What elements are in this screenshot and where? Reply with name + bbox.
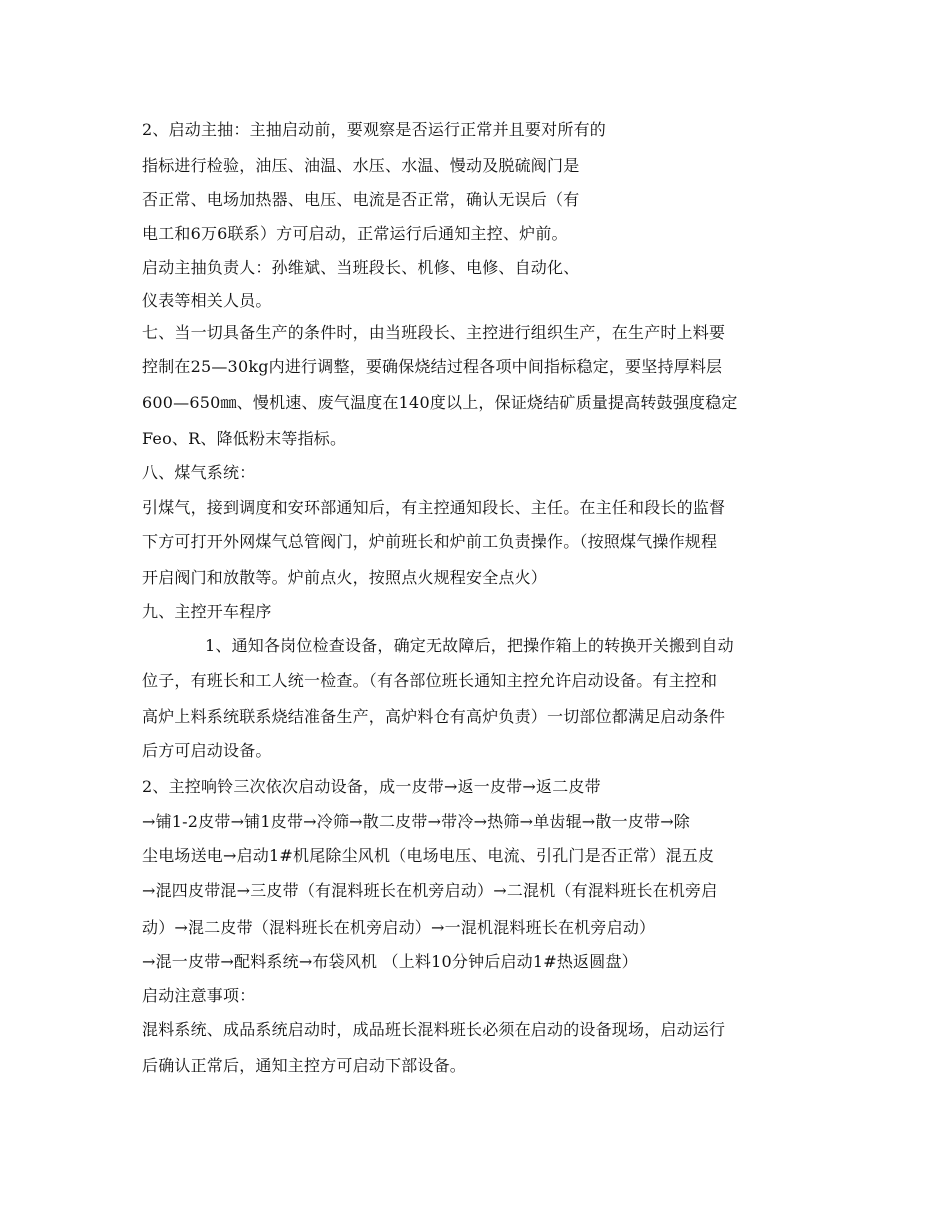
text-line: →混一皮带→配料系统→布袋风机 （上料10分钟后启动1#热返圆盘）	[142, 952, 638, 971]
text-line: 后方可启动设备。	[142, 741, 272, 760]
text-line: 指标进行检验，油压、油温、水压、水温、慢动及脱硫阀门是	[142, 156, 580, 175]
text-line: 位子，有班长和工人统一检查。（有各部位班长通知主控允许启动设备。有主控和	[142, 671, 718, 690]
text-line: 动）→混二皮带（混料班长在机旁启动）→一混机混料班长在机旁启动）	[142, 918, 656, 937]
text-line: 仪表等相关人员。	[142, 291, 272, 310]
text-line: 尘电场送电→启动1#机尾除尘风机（电场电压、电流、引孔门是否正常）混五皮	[142, 846, 715, 865]
text-line: →铺1-2皮带→铺1皮带→冷筛→散二皮带→带冷→热筛→单齿辊→散一皮带→除	[142, 812, 691, 831]
text-line: 电工和6万6联系）方可启动，正常运行后通知主控、炉前。	[142, 224, 568, 243]
text-line: 600—650㎜、慢机速、废气温度在140度以上，保证烧结矿质量提高转鼓强度稳定	[142, 393, 738, 412]
text-line: 1、通知各岗位检查设备，确定无故障后，把操作箱上的转换开关搬到自动	[205, 636, 734, 655]
text-line: Feo、R、降低粉末等指标。	[142, 429, 347, 448]
text-line: →混四皮带混→三皮带（有混料班长在机旁启动）→二混机（有混料班长在机旁启	[142, 881, 718, 900]
text-line: 2、主控响铃三次依次启动设备，成一皮带→返一皮带→返二皮带	[142, 777, 601, 796]
text-line: 下方可打开外网煤气总管阀门，炉前班长和炉前工负责操作。（按照煤气操作规程	[142, 532, 718, 551]
section-heading: 七、当一切具备生产的条件时，由当班段长、主控进行组织生产，在生产时上料要	[142, 323, 726, 342]
text-line: 启动主抽负责人：孙维斌、当班段长、机修、电修、自动化、	[142, 258, 580, 277]
text-line: 开启阀门和放散等。炉前点火，按照点火规程安全点火）	[142, 568, 548, 587]
text-line: 混料系统、成品系统启动时，成品班长混料班长必须在启动的设备现场，启动运行	[142, 1020, 726, 1039]
text-line: 控制在25—30kg内进行调整，要确保烧结过程各项中间指标稳定，要坚持厚料层	[142, 357, 723, 376]
text-line: 引煤气，接到调度和安环部通知后，有主控通知段长、主任。在主任和段长的监督	[142, 498, 726, 517]
text-line: 高炉上料系统联系烧结准备生产，高炉料仓有高炉负责）一切部位都满足启动条件	[142, 707, 726, 726]
section-heading: 八、煤气系统：	[142, 463, 256, 482]
text-line: 后确认正常后，通知主控方可启动下部设备。	[142, 1056, 467, 1075]
text-line: 2、启动主抽：主抽启动前，要观察是否运行正常并且要对所有的	[142, 120, 606, 139]
text-line: 否正常、电场加热器、电压、电流是否正常，确认无误后（有	[142, 190, 580, 209]
section-heading: 启动注意事项：	[142, 986, 256, 1005]
section-heading: 九、主控开车程序	[142, 602, 272, 621]
